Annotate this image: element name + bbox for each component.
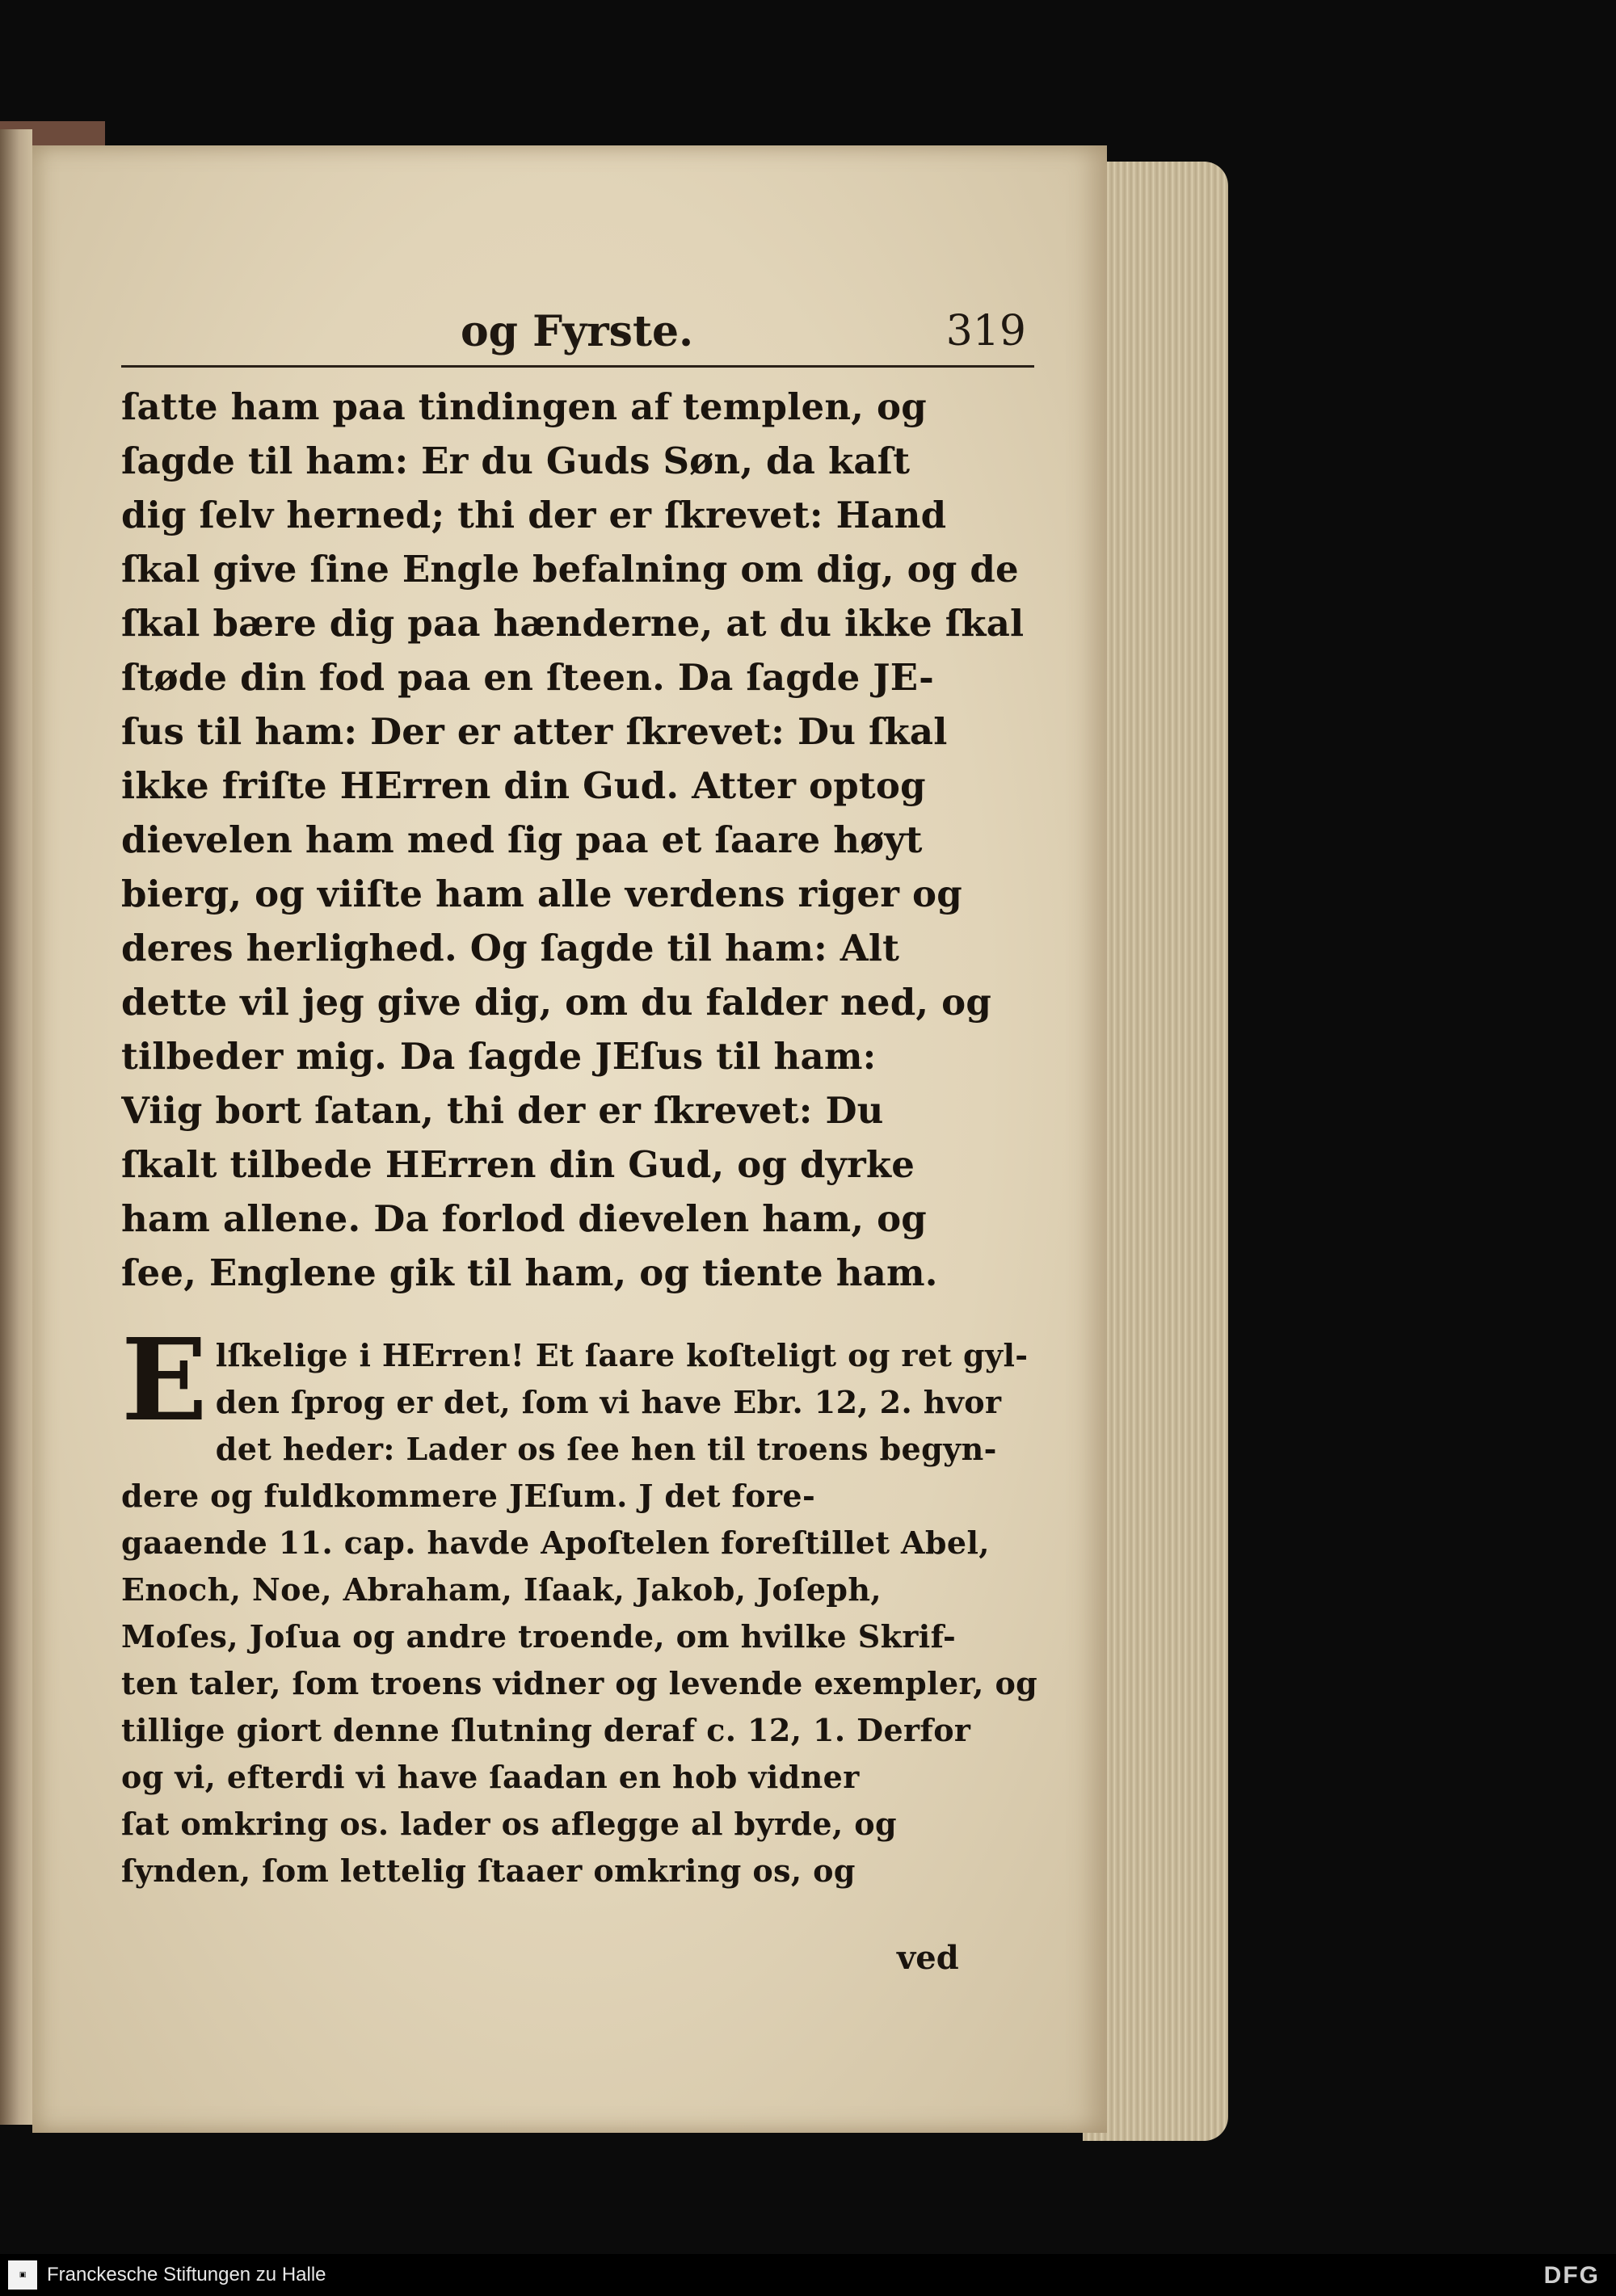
catchword: ved [897, 1939, 959, 1977]
dfg-logo: DFG [1543, 2262, 1600, 2289]
text-line: dere og fuldkommere JEſum. J det fore- [121, 1478, 816, 1514]
paragraph-1 [121, 380, 1042, 1300]
text-line: Moſes, Joſua og andre troende, om hvilke Skrif- [121, 1618, 957, 1655]
footer-bar [0, 2254, 1616, 2296]
book [0, 129, 1228, 2133]
text-line: ſus til ham: Der er atter ſkrevet: Du ſkal [121, 710, 948, 753]
text-line: ſynden, ſom lettelig ſtaaer omkring os, og [121, 1852, 856, 1889]
left-page-edge [0, 129, 32, 2125]
text-line: ſtøde din fod paa en ſteen. Da ſagde JE- [121, 656, 934, 699]
text-line: tillige giort denne ſlutning deraf c. 12, 1. Derfor [121, 1712, 971, 1748]
text-line: ikke friſte HErren din Gud. Atter optog [121, 764, 926, 807]
running-head: og Fyrste. [461, 307, 694, 356]
text-line: ſat omkring os. lader os aflegge al byrde, og [121, 1806, 897, 1842]
text-line: den ſprog er det, ſom vi have Ebr. 12, 2. hvor [215, 1384, 1002, 1420]
text-line: dig ſelv herned; thi der er ſkrevet: Hand [121, 494, 947, 536]
text-line: dette vil jeg give dig, om du falder ned, og [121, 981, 992, 1024]
paragraph-2 [121, 1314, 1042, 1894]
text-line: Enoch, Noe, Abraham, Iſaak, Jakob, Joſeph, [121, 1571, 882, 1608]
text-line: ham allene. Da forlod dievelen ham, og [121, 1197, 927, 1240]
franckesche-logo-icon: ▣ [8, 2260, 37, 2290]
text-line: ſkal bære dig paa hænderne, at du ikke ſkal [121, 602, 1025, 645]
text-line: bierg, og viiſte ham alle verdens riger og [121, 873, 962, 915]
page-number: 319 [945, 307, 1026, 355]
text-line: og vi, efterdi vi have ſaadan en hob vidner [121, 1759, 860, 1795]
text-line: ſkalt tilbede HErren din Gud, og dyrke [121, 1143, 915, 1186]
text-line: ten taler, ſom troens vidner og levende exempler, og [121, 1665, 1038, 1701]
footer-institution: Franckesche Stiftungen zu Halle [47, 2264, 326, 2285]
text-line: ſatte ham paa tindingen af templen, og [121, 385, 927, 428]
text-line: ſagde til ham: Er du Guds Søn, da kaſt [121, 439, 911, 482]
text-line: dievelen ham med ſig paa et ſaare høyt [121, 818, 923, 861]
book-page [32, 145, 1107, 2133]
page-header [121, 307, 1034, 372]
text-line: gaaende 11. cap. havde Apoſtelen foreſtillet Abel, [121, 1524, 990, 1561]
text-line: ſee, Englene gik til ham, og tiente ham. [121, 1251, 938, 1294]
text-line: det heder: Lader os ſee hen til troens begyn- [215, 1431, 997, 1467]
drop-cap: E [121, 1314, 208, 1447]
text-line: tilbeder mig. Da ſagde JEſus til ham: [121, 1035, 877, 1078]
header-rule [121, 365, 1034, 368]
text-line: Viig bort ſatan, thi der er ſkrevet: Du [121, 1089, 884, 1132]
text-line: deres herlighed. Og ſagde til ham: Alt [121, 927, 900, 969]
text-line: ſkal give ſine Engle befalning om dig, og de [121, 548, 1019, 591]
text-line: lſkelige i HErren! Et ſaare koſteligt og ret gyl- [215, 1337, 1029, 1373]
text-block [121, 380, 1042, 1894]
